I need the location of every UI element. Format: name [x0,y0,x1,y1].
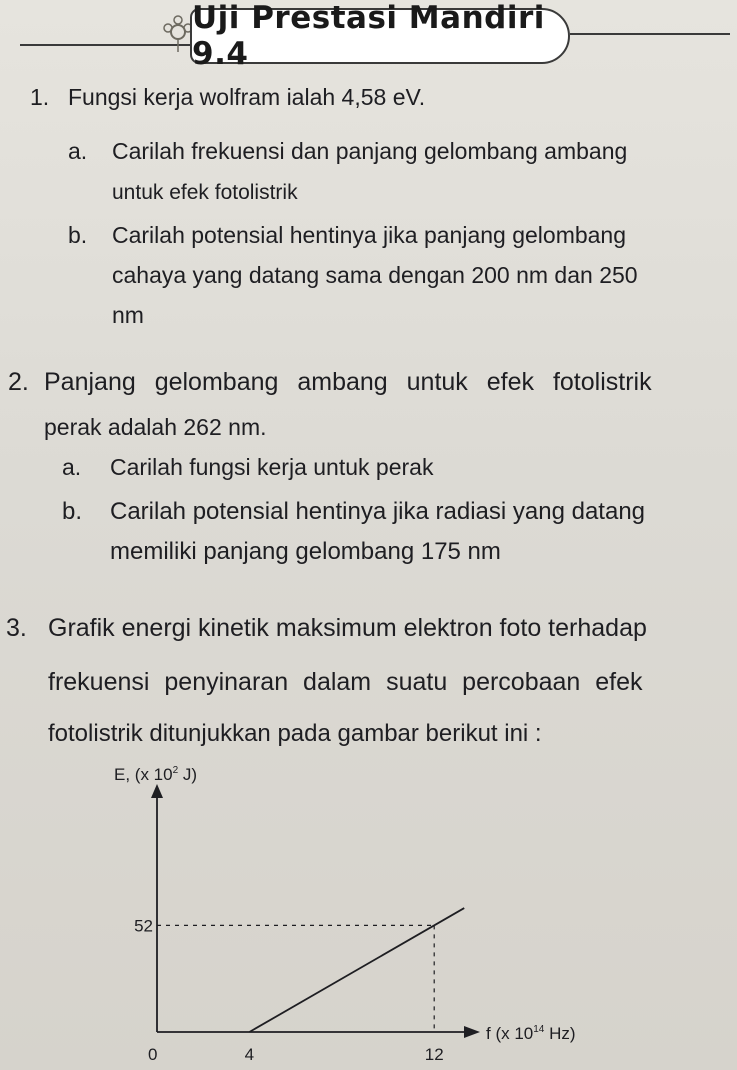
header-rule-right [570,33,730,35]
question-3-number: 3. [6,614,27,642]
question-1a-label: a. [68,138,88,164]
question-1b-line-1: Carilah potensial hentinya jika panjang gelombang [112,222,627,248]
question-3-line-2: frekuensi penyinaran dalam suatu percobaan efek [48,668,643,696]
question-2b-line-2: memiliki panjang gelombang 175 nm [110,538,501,565]
y-axis-label: E, (x $10^2$ J) [114,765,198,784]
y-axis-label-prefix: E [114,765,126,784]
x-axis-label-prefix: f (x 10 [486,1024,534,1043]
x-axis-arrow-icon [464,1026,480,1038]
question-2b-label: b. [62,498,83,525]
x-axis-label-exponent: 14 [533,1024,545,1035]
section-title-banner [190,0,570,72]
section-title: Uji Prestasi Mandiri 9.4 [192,0,545,72]
question-1b-label: b. [68,222,88,248]
x-tick-label-12: 12 [424,1045,444,1064]
question-1-number: 1. [30,84,50,110]
y-axis-arrow-icon [151,784,163,798]
question-2a-line-1: Carilah fungsi kerja untuk perak [110,454,434,480]
question-1a-line-1: Carilah frekuensi dan panjang gelombang ambang [112,138,628,164]
origin-label: 0 [148,1045,158,1064]
y-axis-label-unit: J) [182,765,198,784]
y-axis-label-suffix: (x 10 [134,765,173,784]
kinetic-energy-line [249,908,464,1032]
question-1-text: Fungsi kerja wolfram ialah 4,58 eV. [68,84,426,110]
question-3-line-3: fotolistrik ditunjukkan pada gambar berikut ini : [48,720,542,747]
question-2b-line-1: Carilah potensial hentinya jika radiasi yang datang [110,498,646,525]
question-2-line-1-text: Panjang gelombang ambang untuk efek fotolistrik [44,368,652,396]
y-axis-label-exponent: 2 [172,765,179,776]
question-2-line-2: perak adalah 262 nm. [44,414,267,440]
x-axis-label-unit: Hz) [549,1024,576,1043]
question-1a-line-2: untuk efek fotolistrik [112,181,298,204]
energy-frequency-graph [100,760,620,1065]
question-1b-line-2: cahaya yang datang sama dengan 200 nm dan 250 [112,262,638,288]
question-3-line-1: Grafik energi kinetik maksimum elektron foto terhadap [48,614,647,642]
question-2-number: 2. [8,368,29,396]
question-2a-label: a. [62,454,82,480]
x-tick-label-4: 4 [244,1045,255,1064]
question-2-line-1 [44,370,728,395]
question-1b-line-3: nm [112,302,144,328]
x-axis-label [486,1024,576,1043]
y-tick-label-52: 52 [134,916,153,936]
